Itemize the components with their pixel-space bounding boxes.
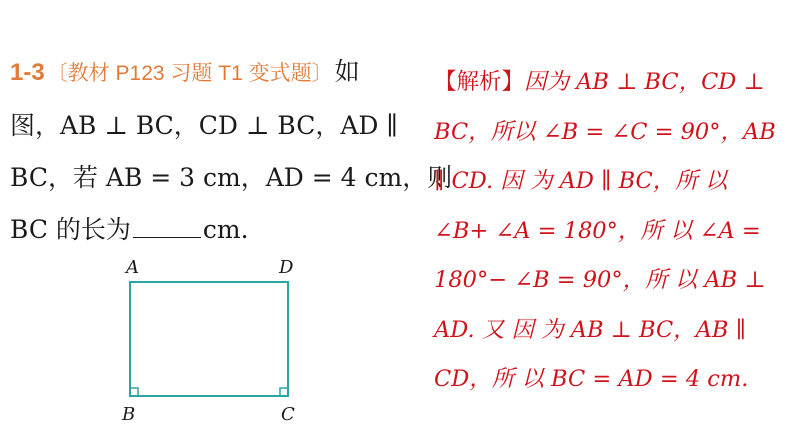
solution-line-4: ∠B+ ∠A = 180°，所 以 ∠A = xyxy=(434,217,761,244)
solution-line-1 xyxy=(434,58,784,108)
right-angle-mark-b xyxy=(130,388,138,396)
solution-line-1-text: 因为 AB ⊥ BC，CD ⊥ xyxy=(524,69,765,95)
label-a: A xyxy=(126,257,139,278)
source-tag: 〔教材 P123 习题 T1 变式题〕 xyxy=(46,62,333,85)
solution-line-7: CD，所 以 BC = AD = 4 cm. xyxy=(434,366,749,392)
problem-line-3: BC，若 AB = 3 cm，AD = 4 cm，则 xyxy=(10,163,453,192)
problem-line-1-text: 如 xyxy=(334,57,360,86)
problem-line-4-text: BC 的长为 xyxy=(10,215,131,244)
solution-line-3: ∥ CD. 因 为 AD ∥ BC，所 以 xyxy=(434,168,728,194)
solution-line-2: BC，所以 ∠B = ∠C = 90°，AB xyxy=(434,118,776,145)
solution-heading: 【解析】 xyxy=(434,69,525,95)
label-b: B xyxy=(122,404,136,425)
right-angle-mark-c xyxy=(280,388,288,396)
answer-unit: cm. xyxy=(202,215,249,244)
label-c: C xyxy=(281,404,295,425)
solution-line-6: AD. 又 因 为 AB ⊥ BC，AB ∥ xyxy=(434,316,746,343)
problem-number: 1-3 xyxy=(10,59,45,86)
label-d: D xyxy=(279,257,294,278)
solution-text xyxy=(434,58,784,405)
rectangle-abcd xyxy=(130,282,288,396)
solution-line-5: 180°− ∠B = 90°，所 以 AB ⊥ xyxy=(434,267,766,293)
problem-line-2: 图，AB ⊥ BC，CD ⊥ BC，AD ∥ xyxy=(10,111,398,140)
